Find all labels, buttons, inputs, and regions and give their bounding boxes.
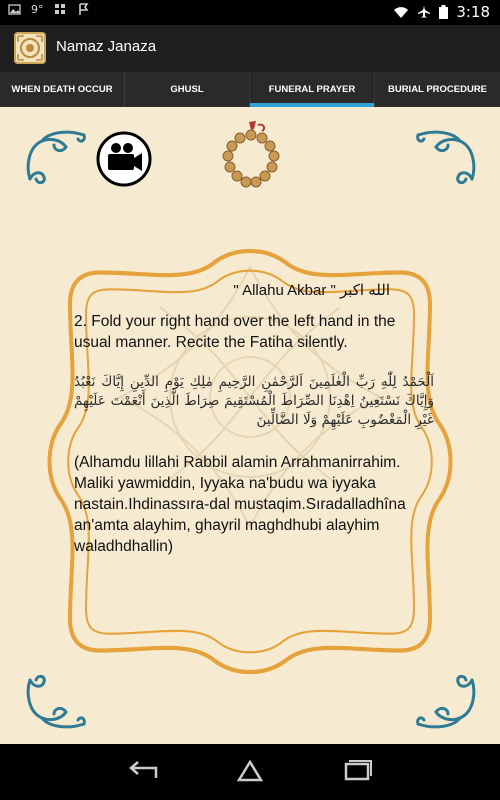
tab-bar	[0, 72, 500, 107]
content-area[interactable]	[0, 107, 500, 744]
step-instruction: 2. Fold your right hand over the left hand in the usual manner. Recite the Fatiha silently.	[74, 313, 396, 351]
app-title: Namaz Janaza	[56, 38, 157, 55]
transliteration: (Alhamdu lillahi Rabbil alamin Arrahmanirrahim. Maliki yawmiddin, Iyyaka na'budu wa iyyaka nastain.Ihdinassıra-dal mustaqim.Sıradalladhîna an'amta alayhim, ghayril maghdhubi alayhim waladhdhallin)	[74, 454, 406, 555]
arabic-fatiha: اَلْحَمْدُ لِلّٰهِ رَبِّ الْعٰلَمِينَ اَلرَّحْمٰنِ الرَّحِيمِ مٰلِكِ يَوْمِ الدِّينِ إِيَّاكَ نَعْبُدُ وَإِيَّاكَ نَسْتَعِينُ اِهْدِنَا الصِّرَاطَ الْمُسْتَقِيمَ صِرَاطَ الَّذِينَ أَنْعَمْتَ عَلَيْهِمْ غَيْرِ الْمَغْضُوبِ عَلَيْهِمْ وَلَا الضَّالِّينَ	[74, 374, 434, 428]
tab-label: FUNERAL PRAYER	[268, 84, 356, 95]
app-logo-icon[interactable]	[14, 32, 46, 64]
battery-icon	[439, 5, 448, 19]
recent-apps-icon[interactable]	[340, 758, 374, 786]
tab-funeral-prayer[interactable]	[250, 72, 375, 107]
tab-label: BURIAL PROCEDURE	[387, 84, 488, 95]
status-right	[393, 3, 490, 21]
action-bar	[0, 25, 500, 72]
tab-when-death-occur[interactable]	[0, 72, 125, 107]
home-icon[interactable]	[233, 758, 267, 786]
airplane-icon	[417, 5, 431, 19]
status-bar	[0, 0, 500, 25]
notification-count: 9°	[31, 3, 44, 16]
video-camera-icon[interactable]	[96, 131, 152, 187]
corner-ornament-top-left	[22, 127, 92, 187]
prayer-beads-icon[interactable]	[218, 119, 284, 191]
tab-label: WHEN DEATH OCCUR	[11, 84, 113, 95]
flag-icon	[77, 3, 90, 16]
navigation-bar	[0, 744, 500, 800]
tab-label: GHUSL	[170, 84, 204, 95]
tab-ghusl[interactable]	[125, 72, 250, 107]
wifi-icon	[393, 6, 409, 19]
status-time: 3:18	[456, 3, 490, 21]
corner-ornament-top-right	[410, 127, 480, 187]
tab-burial-procedure[interactable]	[375, 72, 500, 107]
prayer-text-area[interactable]	[74, 277, 434, 595]
tiles-icon	[54, 3, 67, 16]
image-icon	[8, 3, 21, 16]
back-icon[interactable]	[126, 758, 160, 786]
takbir-line: " Allahu Akbar " الله اكبر	[233, 282, 390, 299]
status-left	[8, 3, 90, 16]
